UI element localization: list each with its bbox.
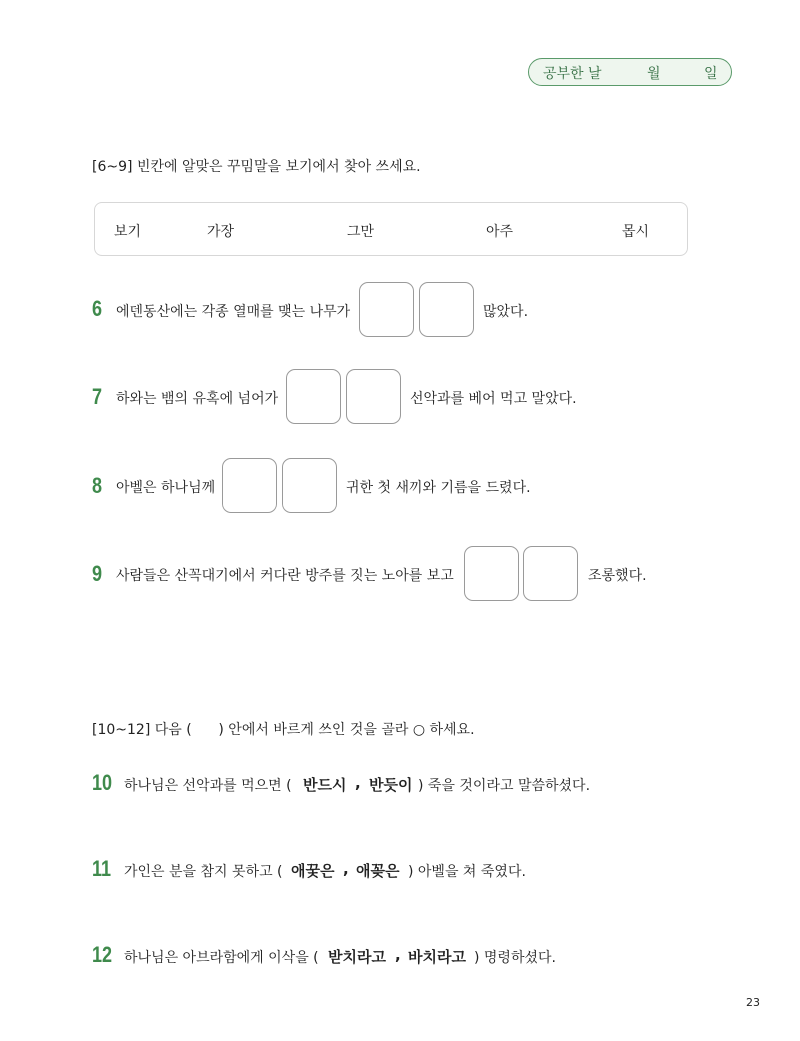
choice-option[interactable]: 반듯이 <box>369 776 413 794</box>
question-text-before: 아벨은 하나님께 <box>116 480 216 496</box>
answer-blank[interactable] <box>523 546 578 601</box>
page-number: 23 <box>746 996 760 1009</box>
question-number: 10 <box>92 770 113 795</box>
choice-option[interactable]: 받치라고 <box>328 948 386 966</box>
answer-blank[interactable] <box>222 458 277 513</box>
question-text-after: ) 아벨을 쳐 죽였다. <box>408 864 526 880</box>
study-date-day[interactable]: 일 <box>704 66 718 82</box>
question-text-before: 하와는 뱀의 유혹에 넘어가 <box>116 391 279 407</box>
question-number: 6 <box>92 296 103 321</box>
question-text-after: 많았다. <box>483 304 529 320</box>
question-text-after: 귀한 첫 새끼와 기름을 드렸다. <box>346 480 531 496</box>
choice-option[interactable]: 바치라고 <box>408 948 466 966</box>
question-number: 12 <box>92 942 113 967</box>
choice-separator: , <box>343 860 349 878</box>
word-bank-item: 아주 <box>486 224 514 240</box>
question-text-before: 사람들은 산꼭대기에서 커다란 방주를 짓는 노아를 보고 <box>116 568 454 584</box>
study-date-label: 공부한 날 <box>543 66 602 82</box>
choice-option[interactable]: 애꿎은 <box>291 862 335 880</box>
study-date-pill <box>528 58 732 86</box>
question-text-before: 하나님은 선악과를 먹으면 ( <box>124 778 292 794</box>
question-text-before: 가인은 분을 참지 못하고 ( <box>124 864 283 880</box>
question-text-before: 에덴동산에는 각종 열매를 맺는 나무가 <box>116 304 351 320</box>
question-number: 9 <box>92 561 103 586</box>
answer-blank[interactable] <box>346 369 401 424</box>
choice-option[interactable]: 반드시 <box>303 776 347 794</box>
choice-separator: , <box>355 774 361 792</box>
question-text-after: ) 죽을 것이라고 말씀하셨다. <box>418 778 591 794</box>
question-text-after: 선악과를 베어 먹고 말았다. <box>410 391 577 407</box>
choice-separator: , <box>395 946 401 964</box>
question-text-after: ) 명령하셨다. <box>474 950 556 966</box>
section1-instruction: [6~9] 빈칸에 알맞은 꾸밈말을 보기에서 찾아 쓰세요. <box>92 159 421 175</box>
answer-blank[interactable] <box>464 546 519 601</box>
question-text-before: 하나님은 아브라함에게 이삭을 ( <box>124 950 319 966</box>
study-date-month[interactable]: 월 <box>647 66 661 82</box>
answer-blank[interactable] <box>419 282 474 337</box>
question-number: 8 <box>92 473 103 498</box>
choice-option[interactable]: 애꽂은 <box>356 862 400 880</box>
word-bank-item: 가장 <box>207 224 235 240</box>
question-text-after: 조롱했다. <box>588 568 647 584</box>
question-number: 7 <box>92 384 103 409</box>
section2-instruction: [10~12] 다음 ( ) 안에서 바르게 쓰인 것을 골라 ○ 하세요. <box>92 722 475 738</box>
answer-blank[interactable] <box>282 458 337 513</box>
word-bank-item: 그만 <box>347 224 375 240</box>
answer-blank[interactable] <box>359 282 414 337</box>
answer-blank[interactable] <box>286 369 341 424</box>
word-bank-item: 몹시 <box>622 224 650 240</box>
word-bank-box <box>94 202 688 256</box>
question-number: 11 <box>92 856 112 881</box>
word-bank-label: 보기 <box>114 224 142 240</box>
